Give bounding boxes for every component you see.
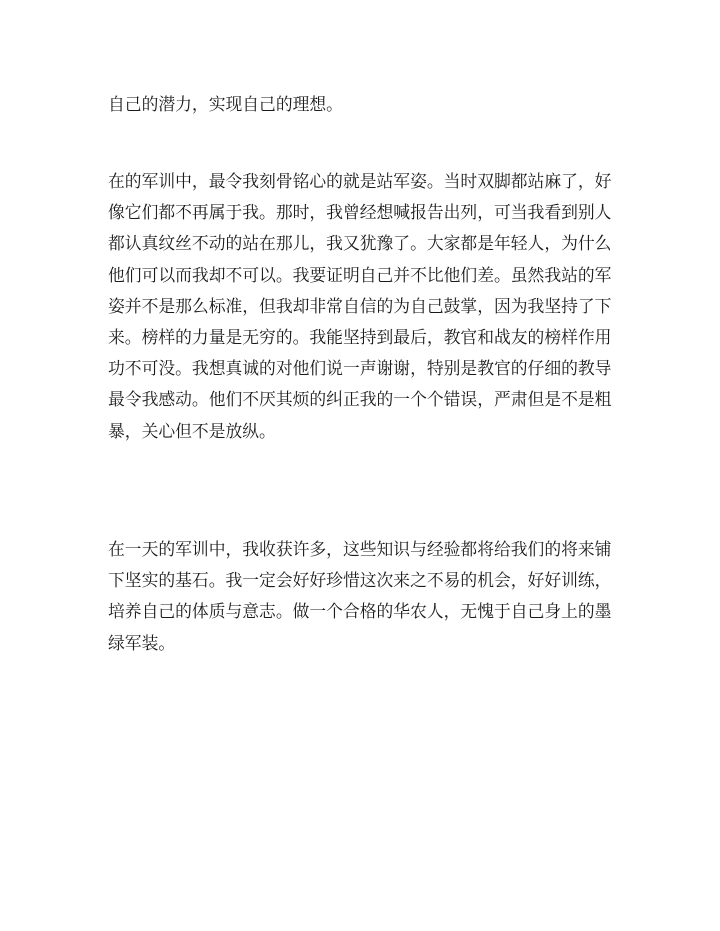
text-line: 功不可没。我想真诚的对他们说一声谢谢，特别是教官的仔细的教导 — [108, 358, 612, 379]
text-line: 培养自己的体质与意志。做一个合格的华农人，无愧于自己身上的墨 — [108, 601, 612, 622]
text-line: 来。榜样的力量是无穷的。我能坚持到最后，教官和战友的榜样作用 — [108, 327, 612, 348]
text-line: 最令我感动。他们不厌其烦的纠正我的一个个错误，严肃但是不是粗 — [108, 389, 612, 410]
text-line: 下坚实的基石。我一定会好好珍惜这次来之不易的机会，好好训练， — [108, 570, 612, 591]
text-line: 暴，关心但不是放纵。 — [108, 420, 276, 441]
text-line: 在的军训中，最令我刻骨铭心的就是站军姿。当时双脚都站麻了，好 — [108, 171, 612, 191]
text-line: 都认真纹丝不动的站在那儿，我又犹豫了。大家都是年轻人，为什么 — [108, 233, 612, 254]
paragraph-3 — [108, 534, 611, 659]
text-line: 他们可以而我却不可以。我要证明自己并不比他们差。虽然我站的军 — [108, 264, 612, 285]
paragraph-1 — [108, 89, 343, 120]
text-line: 在一天的军训中，我收获许多，这些知识与经验都将给我们的将来铺 — [108, 539, 612, 559]
text-line: 姿并不是那么标准，但我却非常自信的为自己鼓掌，因为我坚持了下 — [108, 295, 612, 316]
text-line: 自己的潜力，实现自己的理想。 — [108, 94, 343, 114]
text-line: 绿军装。 — [108, 632, 176, 653]
text-line: 像它们都不再属于我。那时，我曾经想喊报告出列，可当我看到别人 — [108, 202, 612, 223]
paragraph-2 — [108, 166, 611, 447]
